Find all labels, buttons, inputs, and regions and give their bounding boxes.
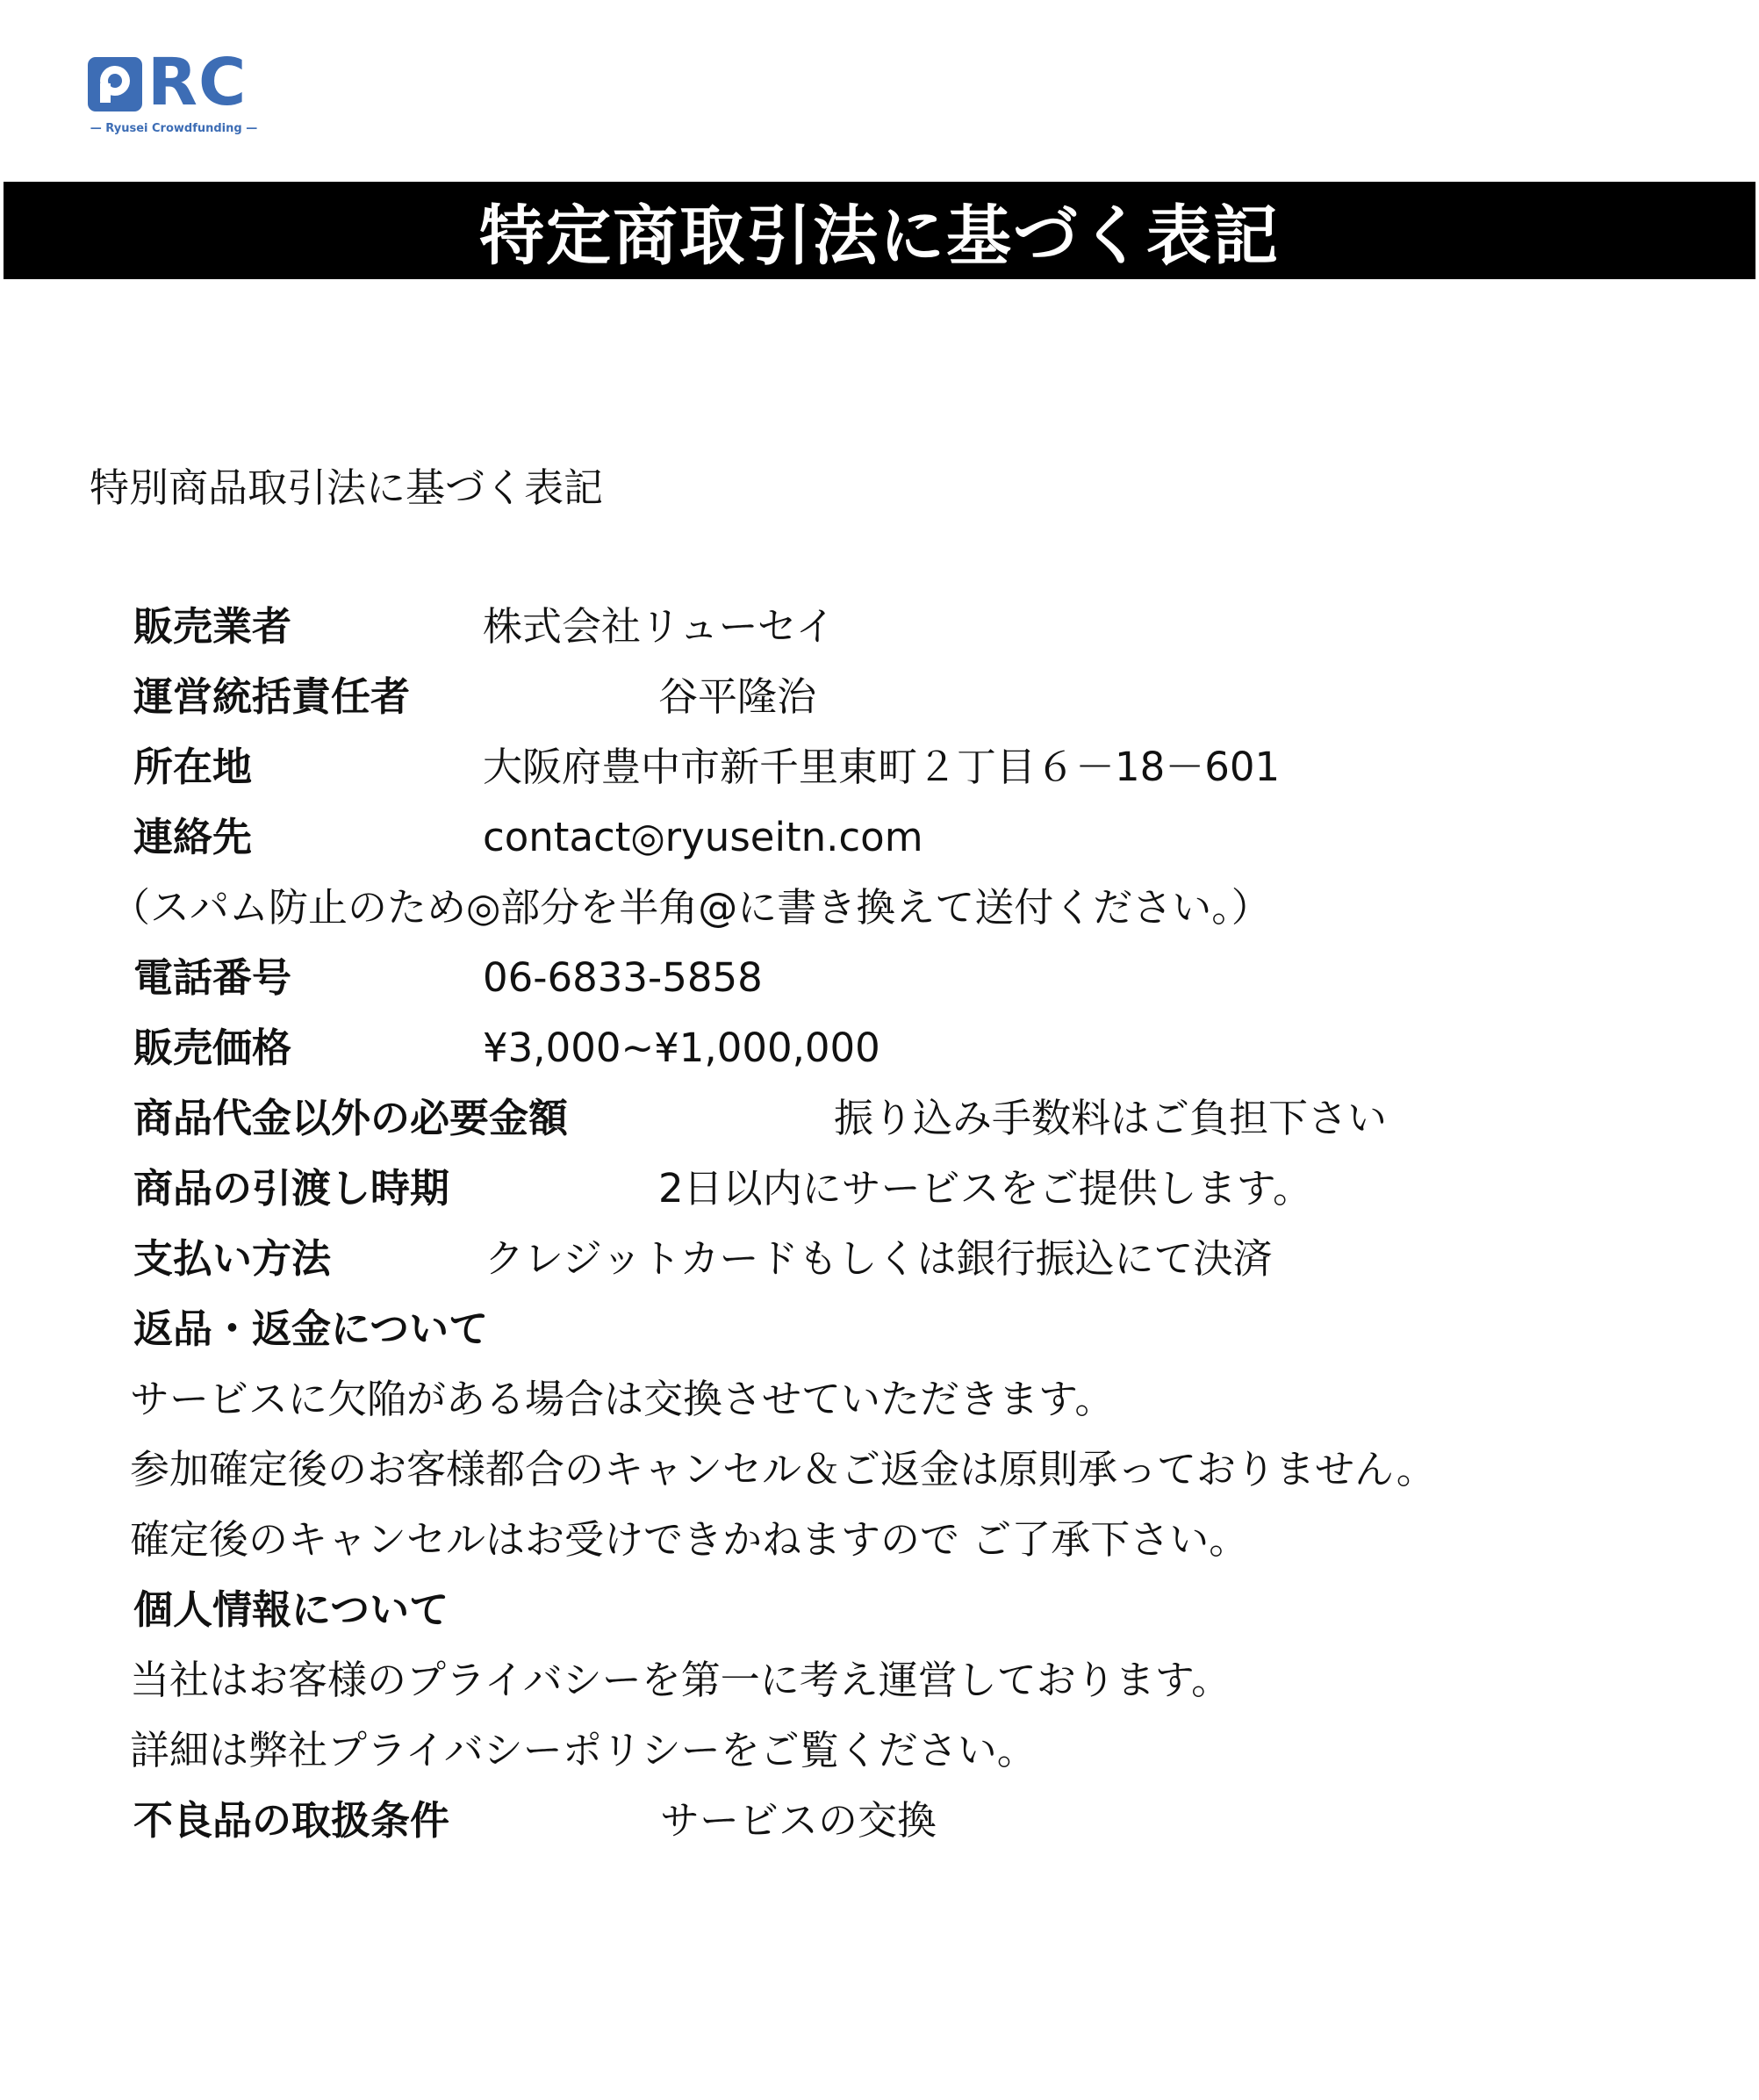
logo-tagline: — Ryusei Crowdfunding — [90, 122, 258, 135]
seller-value: 株式会社リューセイ [483, 603, 836, 650]
logo[interactable] [88, 45, 263, 142]
title-banner [4, 182, 1755, 279]
refund-line-1: サービスに欠陥がある場合は交換させていただきます。 [130, 1376, 1115, 1422]
delivery-label: 商品の引渡し時期 [133, 1165, 450, 1212]
contact-email[interactable]: contact◎ryuseitn.com [483, 814, 923, 860]
refund-line-2: 参加確定後のお客様都合のキャンセル＆ご返金は原則承っておりません。 [130, 1446, 1436, 1492]
phone-value[interactable]: 06-6833-5858 [483, 954, 763, 1001]
privacy-heading: 個人情報について [133, 1586, 449, 1633]
defect-label: 不良品の取扱条件 [133, 1797, 450, 1844]
logo-mark-icon [88, 57, 142, 111]
delivery-value: 2日以内にサービスをご提供します。 [658, 1165, 1313, 1212]
section-subheading: 特別商品取引法に基づく表記 [90, 464, 604, 511]
logo-letters: RC [147, 45, 248, 120]
phone-label: 電話番号 [133, 954, 292, 1001]
payment-label: 支払い方法 [133, 1235, 332, 1282]
price-value: ¥3,000~¥1,000,000 [483, 1025, 880, 1071]
privacy-line-1: 当社はお客様のプライバシーを第一に考え運営しております。 [130, 1657, 1231, 1703]
contact-note: （スパム防止のため◎部分を半角@に書き換えて送付ください。） [111, 884, 1271, 931]
address-value: 大阪府豊中市新千里東町２丁目６－18－601 [483, 744, 1281, 790]
defect-value: サービスの交換 [660, 1797, 937, 1844]
other-fees-value: 振り込み手数料はご負担下さい [834, 1095, 1388, 1141]
seller-label: 販売業者 [133, 603, 292, 650]
contact-label: 連絡先 [133, 814, 253, 860]
address-label: 所在地 [133, 744, 253, 790]
manager-value: 谷平隆治 [658, 673, 817, 720]
payment-value: クレジットカードもしくは銀行振込にて決済 [485, 1235, 1273, 1282]
manager-label: 運営統括責任者 [133, 673, 411, 720]
other-fees-label: 商品代金以外の必要金額 [133, 1095, 569, 1141]
privacy-line-2[interactable]: 詳細は弊社プライバシーポリシーをご覧ください。 [130, 1727, 1037, 1773]
price-label: 販売価格 [133, 1025, 292, 1071]
refund-heading: 返品・返金について [133, 1305, 489, 1352]
page-title: 特定商取引法に基づく表記 [479, 198, 1280, 274]
refund-line-3: 確定後のキャンセルはお受けできかねますので ご了承下さい。 [130, 1516, 1249, 1563]
